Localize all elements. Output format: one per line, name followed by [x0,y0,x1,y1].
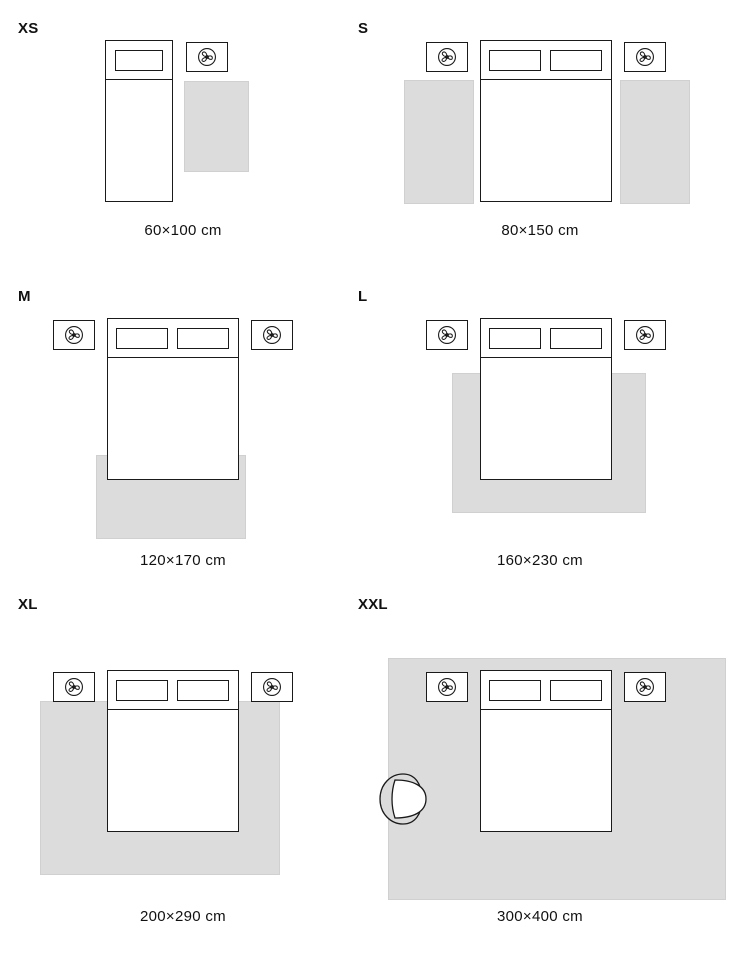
diagram-stage-m [18,300,348,540]
diagram-stage-xl [18,648,348,898]
nightstand-right [624,320,666,350]
nightstand-left [426,42,468,72]
size-label-xxl: XXL [358,596,388,613]
lamp-icon [634,676,656,698]
diagram-stage-xxl [358,648,722,898]
size-label-xl: XL [18,596,38,613]
rug-size-cell-xl [18,588,348,958]
nightstand-right [251,320,293,350]
pillow-shape [550,680,602,701]
pillow-shape [116,680,168,701]
diagram-stage-l [358,300,722,540]
nightstand-right [186,42,228,72]
pillow-shape [550,328,602,349]
size-label-s: S [358,20,369,37]
caption-s: 80×150 cm [501,222,579,239]
pillow-shape [489,680,541,701]
lamp-icon [436,676,458,698]
rug-size-cell-s [358,10,722,260]
lamp-icon [634,324,656,346]
lamp-icon [63,676,85,698]
nightstand-left [53,320,95,350]
rug-size-cell-xs [18,10,348,260]
pillow-shape [177,328,229,349]
caption-xxl: 300×400 cm [497,908,583,925]
size-label-m: M [18,288,31,305]
pillow-shape [489,328,541,349]
caption-l: 160×230 cm [497,552,583,569]
rug-shape [620,80,690,204]
pillow-shape [115,50,163,71]
lamp-icon [634,46,656,68]
pillow-shape [489,50,541,71]
nightstand-right [624,672,666,702]
lamp-icon [436,46,458,68]
pillow-shape [177,680,229,701]
rug-size-cell-xxl [358,588,722,958]
rug-shape [184,81,249,172]
lamp-icon [261,324,283,346]
lamp-icon [436,324,458,346]
chair-shape [368,758,450,840]
size-label-l: L [358,288,368,305]
lamp-icon [261,676,283,698]
rug-size-cell-l [358,280,722,580]
caption-m: 120×170 cm [140,552,226,569]
size-label-xs: XS [18,20,39,37]
lamp-icon [196,46,218,68]
nightstand-right [624,42,666,72]
caption-xs: 60×100 cm [144,222,222,239]
pillow-shape [116,328,168,349]
diagram-stage-xs [18,28,348,208]
nightstand-left [426,672,468,702]
rug-shape [404,80,474,204]
chair-icon [368,758,450,840]
caption-xl: 200×290 cm [140,908,226,925]
pillow-shape [550,50,602,71]
rug-size-cell-m [18,280,348,580]
nightstand-right [251,672,293,702]
lamp-icon [63,324,85,346]
diagram-stage-s [358,28,722,208]
nightstand-left [426,320,468,350]
nightstand-left [53,672,95,702]
